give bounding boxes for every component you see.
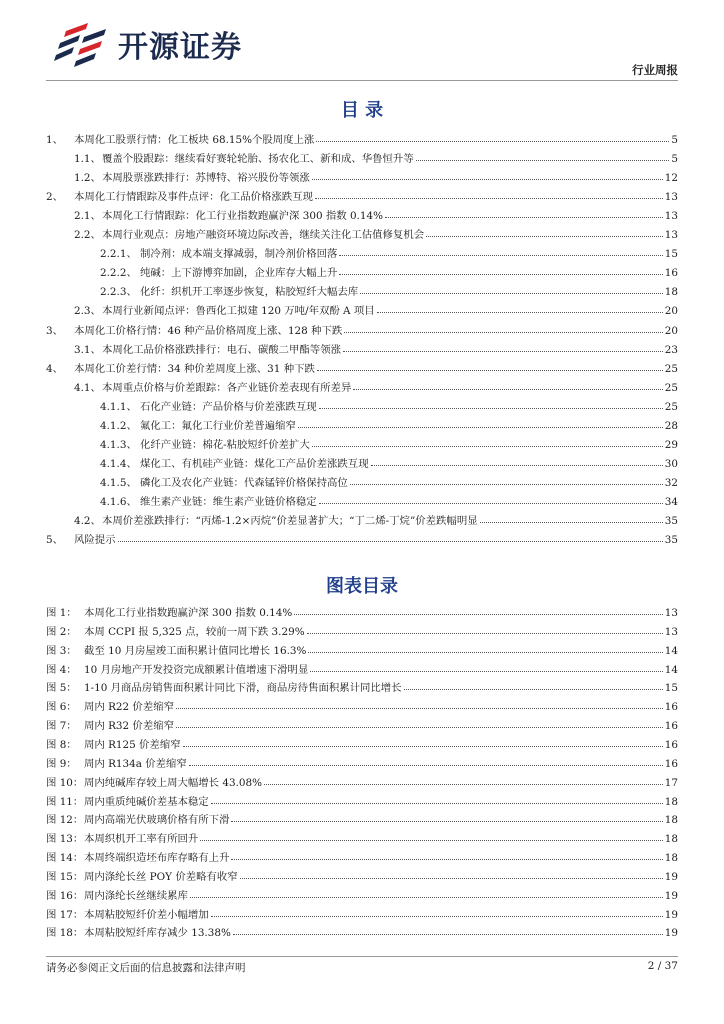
toc-entry[interactable] [46,222,678,241]
dot-leader [233,934,663,935]
toc-entry-number: 4.1.2、 [100,419,137,432]
toc-entry[interactable] [46,394,678,413]
figures-entry-text: 本周织机开工率有所回升 [84,833,199,846]
toc-entry-text: 本周价差涨跌排行：“丙烯-1.2×丙烷”价差显著扩大；“丁二烯-丁烷”价差跌幅明显 [102,515,478,527]
figures-entry-page: 18 [664,814,678,827]
figures-entry-text: 本周粘胶短纤价差小幅增加 [84,908,209,921]
toc-entry[interactable] [46,451,678,470]
toc-entry-number: 2.1、 [74,210,101,223]
figures-entry-number: 图 18： [46,927,84,940]
toc-entry-page: 25 [664,381,678,394]
toc-entry-number: 4.1.4、 [100,457,137,470]
toc-entry-page: 34 [664,495,678,508]
dot-leader [404,689,663,690]
figures-entry-text: 周内 R22 价差缩窄 [84,701,174,714]
toc-entry-page: 13 [664,210,678,223]
dot-leader [183,746,663,747]
dot-leader [118,541,663,542]
figures-entry[interactable] [46,619,678,638]
dot-leader [480,522,663,523]
figures-entry[interactable] [46,845,678,864]
toc-entry[interactable] [46,375,678,394]
figures-entry-text: 周内 R125 价差缩窄 [84,738,181,751]
dot-leader [294,614,663,615]
figures-entry-text: 本周 CCPI 报 5,325 点，较前一周下跌 3.29% [84,625,305,638]
toc-entry-number: 2.2.3、 [100,286,137,299]
figures-entry-number: 图 2： [46,625,77,638]
figures-entry-number: 图 9： [46,757,77,770]
dot-leader [231,859,662,860]
toc-entry-page: 18 [664,286,678,299]
dot-leader [231,821,662,822]
figures-entry-text: 周内纯碱库存较上周大幅增长 43.08% [84,776,262,789]
toc-entry-number: 4.1.3、 [100,438,137,451]
toc-entry-page: 25 [664,400,678,413]
dot-leader [339,274,662,275]
figures-entry-page: 18 [664,833,678,846]
figures-entry-page: 18 [664,852,678,865]
figures-entry-page: 16 [664,701,678,714]
toc-entry[interactable] [46,470,678,489]
toc-entry-number: 1、 [46,134,64,146]
dot-leader [189,765,663,766]
toc-entry-number: 1.2、 [74,172,101,185]
toc-entry-page: 20 [664,305,678,318]
figures-entry-number: 图 6： [46,701,77,714]
toc-entry-number: 4.1.1、 [100,400,137,413]
figures-entry[interactable] [46,789,678,808]
dot-leader [371,465,663,466]
figures-entry-page: 19 [664,908,678,921]
dot-leader [319,408,663,409]
toc-entry-page: 29 [664,438,678,451]
toc-entry-number: 4、 [46,362,64,375]
toc-entry-text: 风险提示 [74,534,116,547]
figures-entry-number: 图 15： [46,870,84,883]
figures-entry-text: 本周化工行业指数跑赢沪深 300 指数 0.14% [84,607,293,619]
toc-entry[interactable] [46,527,678,546]
toc-entry-page: 35 [664,515,678,527]
toc-entry-page: 23 [664,343,678,356]
toc-entry-page: 32 [664,476,678,489]
figures-entry[interactable] [46,883,678,902]
toc-entry-number: 5、 [46,534,64,547]
dot-leader [385,217,663,218]
figures-entry[interactable] [46,826,678,845]
figures-entry-page: 17 [664,776,678,789]
toc-entry-text: 本周化工价格行情：46 种产品价格周度上涨、128 种下跌 [74,324,343,337]
dot-leader [308,652,662,653]
toc-entry-text: 覆盖个股跟踪：继续看好赛轮轮胎、扬农化工、新和成、华鲁恒升等 [102,153,414,166]
toc-title: 目 录 [340,100,384,121]
toc-entry-page: 13 [664,191,678,204]
figures-entry-page: 16 [664,738,678,751]
toc-entry-page: 20 [664,324,678,337]
figures-entry[interactable] [46,638,678,657]
toc-entry[interactable] [46,508,678,527]
toc-entry-page: 28 [664,419,678,432]
toc-entry-page: 13 [664,229,678,242]
toc-entry-number: 2、 [46,191,64,204]
dot-leader [426,236,663,237]
toc-entry-text: 本周化工价差行情：34 种价差周度上涨、31 种下跌 [74,362,315,375]
toc-entry-text: 煤化工、有机硅产业链：煤化工产品价差涨跌互现 [140,457,369,470]
dot-leader [190,897,663,898]
toc-entry-text: 制冷剂：成本端支撑减弱，制冷剂价格回落 [140,248,338,261]
figures-entry-page: 19 [664,889,678,902]
figures-entry-page: 19 [664,870,678,883]
dot-leader [310,671,662,672]
figures-entry-page: 14 [664,644,678,657]
toc-entry-text: 本周行业新闻点评：鲁西化工拟建 120 万吨/年双酚 A 项目 [102,305,375,318]
dot-leader [353,389,662,390]
dot-leader [307,633,663,634]
dot-leader [312,179,663,180]
logo-mark-icon [50,19,112,69]
toc-entry[interactable] [46,432,678,451]
toc-entry[interactable] [46,203,678,222]
figures-entry[interactable] [46,807,678,826]
footer-disclaimer: 请务必参阅正文后面的信息披露和法律声明 [46,962,246,974]
dot-leader [312,446,663,447]
toc-entry-text: 石化产业链：产品价格与价差涨跌互现 [140,400,317,413]
toc-entry-page: 12 [664,172,678,185]
toc-entry[interactable] [46,318,678,337]
company-logo [50,18,242,70]
toc-entry-number: 2.2、 [74,229,101,242]
figures-entry-number: 图 1： [46,607,77,619]
dot-leader [319,503,663,504]
figures-entry-text: 周内涤纶长丝继续累库 [84,889,188,902]
toc-entry-number: 2.2.2、 [100,267,137,280]
figures-entry-number: 图 10： [46,776,84,789]
dot-leader [316,141,669,142]
figures-entry-number: 图 4： [46,663,77,676]
figures-entry-page: 19 [664,927,678,940]
toc-entry-number: 1.1、 [74,153,101,166]
figures-entry-number: 图 13： [46,833,84,846]
toc-entry-text: 本周重点价格与价差跟踪：各产业链价差表现有所差异 [102,381,352,394]
figures-entry-text: 周内 R134a 价差缩窄 [84,757,187,770]
figures-entry-page: 15 [664,682,678,695]
figures-entry[interactable] [46,902,678,921]
toc-entry-text: 氟化工：氟化工行业价差普遍缩窄 [140,419,296,432]
dot-leader [211,803,663,804]
dot-leader [298,427,663,428]
toc-entry-text: 化纤：织机开工率逐步恢复，粘胶短纤大幅去库 [140,286,359,299]
figures-entry-text: 周内高端光伏玻璃价格有所下滑 [84,814,230,827]
toc-entry-page: 15 [664,248,678,261]
figures-entry[interactable] [46,600,678,619]
figures-entry[interactable] [46,675,678,694]
toc-entry-number: 4.1、 [74,381,101,394]
toc-entry-text: 本周化工行情跟踪及事件点评：化工品价格涨跌互现 [74,191,313,204]
figures-entry[interactable] [46,751,678,770]
toc-entry[interactable] [46,337,678,356]
toc-entry-page: 35 [664,534,678,547]
toc-entry-text: 本周化工股票行情：化工板块 68.15%个股周度上涨 [74,134,315,146]
dot-leader [315,198,663,199]
toc-entry-text: 磷化工及农化产业链：代森锰锌价格保持高位 [140,476,348,489]
figures-entry[interactable] [46,864,678,883]
figures-entry-page: 16 [664,720,678,733]
dot-leader [339,255,662,256]
dot-leader [317,370,663,371]
figures-entry[interactable] [46,920,678,939]
figures-entry-number: 图 12： [46,814,84,827]
dot-leader [211,916,663,917]
toc-entry-text: 纯碱：上下游博弈加剧，企业库存大幅上升 [140,267,338,280]
figures-entry-page: 13 [664,625,678,638]
dot-leader [264,784,663,785]
figures-entry-text: 周内 R32 价差缩窄 [84,720,174,733]
figures-entry-text: 截至 10 月房屋竣工面积累计值同比增长 16.3% [84,644,307,657]
dot-leader [176,727,663,728]
toc-entry[interactable] [46,184,678,203]
toc-entry-page: 5 [671,134,678,146]
figures-entry-page: 13 [664,607,678,619]
figures-entry-text: 本周终端织造坯布库存略有上升 [84,852,230,865]
toc-entry-text: 本周行业观点：房地产融资环境边际改善，继续关注化工估值修复机会 [102,229,425,242]
figures-entry-number: 图 5： [46,682,77,695]
figures-entry-page: 16 [664,757,678,770]
dot-leader [344,332,663,333]
toc-entry[interactable] [46,165,678,184]
dot-leader [416,160,670,161]
toc-entry-number: 4.1.6、 [100,495,137,508]
page-number: 2 / 37 [647,960,678,972]
toc-entry[interactable] [46,260,678,279]
toc-entry-text: 本周化工行情跟踪：化工行业指数跑赢沪深 300 指数 0.14% [102,210,383,223]
doc-type-label: 行业周报 [632,63,678,77]
toc-entry[interactable] [46,489,678,508]
dot-leader [343,351,663,352]
figures-entry-text: 周内重质纯碱价差基本稳定 [84,795,209,808]
toc-entry-text: 维生素产业链：维生素产业链价格稳定 [140,495,317,508]
toc-entry-number: 3、 [46,324,64,337]
dot-leader [350,484,663,485]
brand-name: 开源证券 [118,30,242,65]
figures-entry-text: 本周粘胶短纤库存减少 13.38% [84,927,231,940]
figures-entry-number: 图 16： [46,889,84,902]
toc-entry[interactable] [46,241,678,260]
toc-entry[interactable] [46,298,678,317]
toc-entry-number: 2.2.1、 [100,248,137,261]
figures-entry-number: 图 7： [46,720,77,733]
toc-entry-text: 化纤产业链：棉花-粘胶短纤价差扩大 [140,438,310,451]
toc-entry-text: 本周化工品价格涨跌排行：电石、碳酸二甲酯等领涨 [102,343,341,356]
figures-entry-page: 18 [664,795,678,808]
dot-leader [360,293,663,294]
toc-entry-page: 5 [671,153,678,166]
dot-leader [200,840,662,841]
figures-title: 图表目录 [326,576,398,597]
footer-divider [46,956,678,957]
figures-entry-text: 周内涤纶长丝 POY 价差略有收窄 [84,870,238,883]
header-divider [46,80,678,81]
toc-entry-number: 4.1.5、 [100,476,137,489]
figures-entry-number: 图 11： [46,795,84,808]
toc-entry[interactable] [46,127,678,146]
dot-leader [176,708,663,709]
figures-entry[interactable] [46,770,678,789]
toc-entry-page: 25 [664,362,678,375]
dot-leader [240,878,663,879]
figures-entry-number: 图 3： [46,644,77,657]
figures-entry-number: 图 14： [46,852,84,865]
figures-entry[interactable] [46,694,678,713]
figures-entry-number: 图 8： [46,738,77,751]
toc-entry-page: 16 [664,267,678,280]
toc-entry-page: 30 [664,457,678,470]
toc-entry-number: 4.2、 [74,515,101,527]
toc-entry[interactable] [46,356,678,375]
toc-entry[interactable] [46,146,678,165]
toc-entry-text: 本周股票涨跌排行：苏博特、裕兴股份等领涨 [102,172,310,185]
toc-entry-number: 3.1、 [74,343,101,356]
toc-entry[interactable] [46,413,678,432]
figures-entry-page: 14 [664,663,678,676]
figures-entry-text: 1-10 月商品房销售面积累计同比下滑，商品房待售面积累计同比增长 [84,682,402,695]
toc-entry-number: 2.3、 [74,305,101,318]
figures-entry[interactable] [46,713,678,732]
toc-entry[interactable] [46,279,678,298]
figures-entry[interactable] [46,732,678,751]
figures-entry-text: 10 月房地产开发投资完成额累计值增速下滑明显 [84,663,309,676]
figures-entry[interactable] [46,657,678,676]
dot-leader [377,312,663,313]
figures-entry-number: 图 17： [46,908,84,921]
